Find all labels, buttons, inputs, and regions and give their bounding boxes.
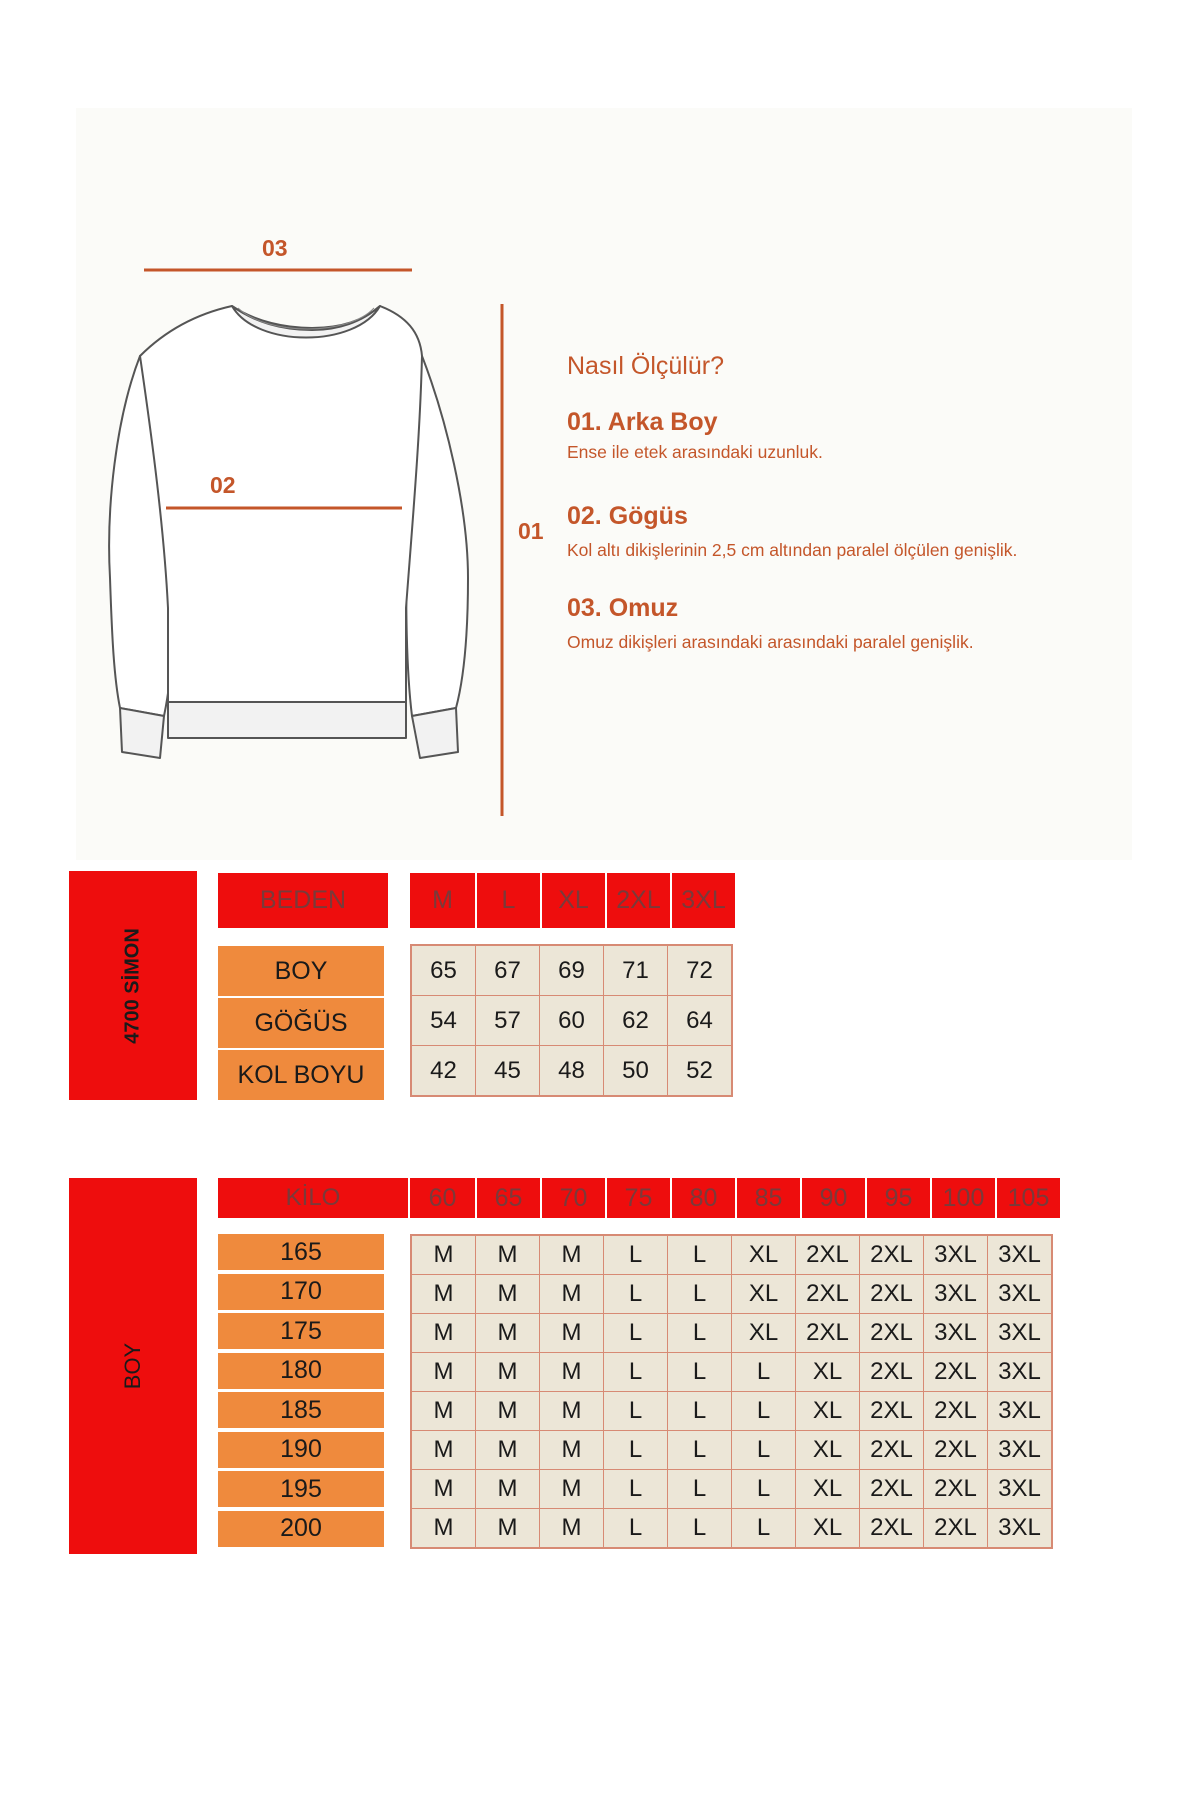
fit-size-cell: 2XL xyxy=(860,1470,924,1509)
fit-height-label: 165 xyxy=(218,1234,384,1270)
size-header-cell: 2XL xyxy=(605,873,670,928)
fit-size-grid xyxy=(410,1234,1053,1549)
size-measurements-grid xyxy=(410,944,733,1097)
fit-size-cell: L xyxy=(668,1431,732,1470)
fit-header-row xyxy=(410,1178,1060,1218)
fit-size-cell: XL xyxy=(732,1275,796,1314)
fit-size-cell: L xyxy=(604,1431,668,1470)
fit-size-cell: M xyxy=(540,1235,604,1275)
fit-size-cell: L xyxy=(668,1470,732,1509)
sweatshirt-illustration xyxy=(109,306,468,758)
fit-weight-header: 105 xyxy=(995,1178,1060,1218)
fit-table-row xyxy=(411,1392,1052,1431)
guide-heading-chest: 02. Gögüs xyxy=(567,502,688,530)
fit-size-cell: XL xyxy=(796,1431,860,1470)
fit-size-cell: 3XL xyxy=(924,1235,988,1275)
fit-height-label: 195 xyxy=(218,1471,384,1507)
fit-weight-header: 90 xyxy=(800,1178,865,1218)
size-table-side-label: 4700 SİMON xyxy=(121,927,144,1044)
fit-size-cell: M xyxy=(540,1392,604,1431)
fit-size-cell: 2XL xyxy=(860,1314,924,1353)
fit-size-cell: L xyxy=(732,1392,796,1431)
fit-size-cell: M xyxy=(476,1275,540,1314)
size-value-cell: 67 xyxy=(476,945,540,996)
fit-size-cell: 3XL xyxy=(988,1392,1053,1431)
fit-size-cell: 2XL xyxy=(924,1509,988,1549)
fit-size-cell: M xyxy=(540,1470,604,1509)
size-header-cell: XL xyxy=(540,873,605,928)
fit-size-cell: XL xyxy=(796,1353,860,1392)
fit-height-label: 190 xyxy=(218,1432,384,1468)
fit-size-cell: L xyxy=(732,1431,796,1470)
fit-size-cell: XL xyxy=(796,1392,860,1431)
fit-size-cell: M xyxy=(540,1509,604,1549)
size-value-cell: 65 xyxy=(411,945,476,996)
fit-size-cell: 2XL xyxy=(860,1431,924,1470)
fit-size-cell: 2XL xyxy=(860,1235,924,1275)
fit-table-side-label: BOY xyxy=(120,1342,145,1390)
size-value-cell: 48 xyxy=(540,1046,604,1097)
size-header-cell: L xyxy=(475,873,540,928)
fit-size-cell: M xyxy=(411,1392,476,1431)
size-value-cell: 54 xyxy=(411,996,476,1046)
fit-size-cell: L xyxy=(604,1509,668,1549)
fit-size-cell: 3XL xyxy=(988,1353,1053,1392)
size-header-cell: 3XL xyxy=(670,873,735,928)
fit-size-cell: L xyxy=(668,1509,732,1549)
fit-size-cell: M xyxy=(476,1509,540,1549)
fit-size-cell: M xyxy=(411,1470,476,1509)
fit-table-row xyxy=(411,1235,1052,1275)
fit-height-label: 200 xyxy=(218,1511,384,1547)
size-table-sidebar xyxy=(69,871,197,1100)
fit-size-cell: M xyxy=(411,1509,476,1549)
size-value-cell: 42 xyxy=(411,1046,476,1097)
fit-size-cell: 2XL xyxy=(924,1353,988,1392)
guide-heading-shoulder: 03. Omuz xyxy=(567,594,679,622)
guide-text-back-length: Ense ile etek arasındaki uzunluk. xyxy=(567,442,823,462)
fit-header-label: KİLO xyxy=(218,1178,408,1218)
label-chest: 02 xyxy=(210,472,236,498)
fit-table-row xyxy=(411,1509,1052,1549)
size-value-cell: 64 xyxy=(668,996,733,1046)
fit-size-cell: M xyxy=(540,1275,604,1314)
size-value-cell: 62 xyxy=(604,996,668,1046)
fit-size-cell: L xyxy=(668,1353,732,1392)
fit-size-cell: L xyxy=(604,1470,668,1509)
fit-size-cell: 2XL xyxy=(796,1314,860,1353)
size-header-label: BEDEN xyxy=(218,873,388,928)
size-value-cell: 72 xyxy=(668,945,733,996)
fit-size-cell: XL xyxy=(732,1235,796,1275)
fit-size-cell: 2XL xyxy=(860,1392,924,1431)
fit-size-cell: L xyxy=(732,1509,796,1549)
size-value-cell: 69 xyxy=(540,945,604,996)
fit-size-cell: M xyxy=(411,1353,476,1392)
fit-size-cell: M xyxy=(540,1353,604,1392)
fit-size-cell: 2XL xyxy=(860,1275,924,1314)
size-table-row xyxy=(411,1046,732,1097)
fit-size-cell: L xyxy=(604,1235,668,1275)
fit-size-cell: 2XL xyxy=(860,1509,924,1549)
fit-size-cell: 3XL xyxy=(988,1275,1053,1314)
fit-height-label: 175 xyxy=(218,1313,384,1349)
fit-size-cell: XL xyxy=(732,1314,796,1353)
fit-height-label: 170 xyxy=(218,1274,384,1310)
size-header-row xyxy=(410,873,735,928)
guide-text-chest: Kol altı dikişlerinin 2,5 cm altından paralel ölçülen genişlik. xyxy=(567,540,1018,560)
fit-size-cell: 3XL xyxy=(924,1275,988,1314)
size-table-row xyxy=(411,945,732,996)
fit-size-cell: M xyxy=(476,1431,540,1470)
size-row-label: KOL BOYU xyxy=(218,1050,384,1100)
size-value-cell: 50 xyxy=(604,1046,668,1097)
fit-size-cell: 3XL xyxy=(988,1509,1053,1549)
fit-size-cell: L xyxy=(732,1353,796,1392)
fit-size-cell: 3XL xyxy=(988,1314,1053,1353)
fit-height-label: 180 xyxy=(218,1353,384,1389)
fit-size-cell: 2XL xyxy=(796,1235,860,1275)
fit-size-cell: L xyxy=(668,1235,732,1275)
fit-size-cell: M xyxy=(411,1314,476,1353)
fit-size-cell: L xyxy=(732,1470,796,1509)
guide-title: Nasıl Ölçülür? xyxy=(567,352,724,380)
label-length: 01 xyxy=(518,518,544,544)
fit-table-row xyxy=(411,1314,1052,1353)
fit-size-cell: M xyxy=(476,1353,540,1392)
fit-size-cell: M xyxy=(411,1275,476,1314)
fit-size-cell: 2XL xyxy=(924,1431,988,1470)
fit-weight-header: 95 xyxy=(865,1178,930,1218)
guide-text-shoulder: Omuz dikişleri arasındaki arasındaki paralel genişlik. xyxy=(567,632,974,652)
fit-size-cell: 3XL xyxy=(924,1314,988,1353)
fit-table-row xyxy=(411,1353,1052,1392)
fit-height-label: 185 xyxy=(218,1392,384,1428)
fit-size-cell: M xyxy=(476,1235,540,1275)
fit-weight-header: 60 xyxy=(428,1183,457,1212)
fit-size-cell: L xyxy=(604,1314,668,1353)
fit-weight-header: 100 xyxy=(930,1178,995,1218)
size-value-cell: 45 xyxy=(476,1046,540,1097)
guide-heading-back-length: 01. Arka Boy xyxy=(567,408,718,436)
fit-size-cell: L xyxy=(668,1275,732,1314)
fit-table-sidebar xyxy=(69,1178,197,1554)
fit-size-cell: M xyxy=(411,1431,476,1470)
fit-table-row xyxy=(411,1431,1052,1470)
fit-size-cell: 2XL xyxy=(924,1392,988,1431)
fit-size-cell: 3XL xyxy=(988,1431,1053,1470)
fit-table-row xyxy=(411,1470,1052,1509)
fit-size-cell: M xyxy=(476,1470,540,1509)
fit-size-cell: L xyxy=(604,1392,668,1431)
size-header-cell: M xyxy=(432,886,453,914)
fit-weight-header: 70 xyxy=(540,1178,605,1218)
fit-size-cell: XL xyxy=(796,1509,860,1549)
fit-size-cell: M xyxy=(476,1314,540,1353)
fit-size-cell: 3XL xyxy=(988,1235,1053,1275)
fit-size-cell: L xyxy=(604,1275,668,1314)
fit-size-cell: 2XL xyxy=(924,1470,988,1509)
fit-size-cell: 2XL xyxy=(796,1275,860,1314)
fit-size-cell: M xyxy=(476,1392,540,1431)
size-value-cell: 60 xyxy=(540,996,604,1046)
fit-table-row xyxy=(411,1275,1052,1314)
fit-size-cell: M xyxy=(411,1235,476,1275)
fit-size-cell: 3XL xyxy=(988,1470,1053,1509)
size-value-cell: 71 xyxy=(604,945,668,996)
fit-size-cell: M xyxy=(540,1431,604,1470)
fit-weight-header: 75 xyxy=(605,1178,670,1218)
fit-size-cell: 2XL xyxy=(860,1353,924,1392)
fit-weight-header: 85 xyxy=(735,1178,800,1218)
fit-size-cell: L xyxy=(668,1392,732,1431)
size-value-cell: 57 xyxy=(476,996,540,1046)
fit-weight-header: 65 xyxy=(475,1178,540,1218)
fit-size-cell: M xyxy=(540,1314,604,1353)
size-value-cell: 52 xyxy=(668,1046,733,1097)
fit-weight-header: 80 xyxy=(670,1178,735,1218)
label-shoulder: 03 xyxy=(262,235,288,261)
size-row-label: BOY xyxy=(218,946,384,996)
fit-size-cell: L xyxy=(668,1314,732,1353)
fit-size-cell: XL xyxy=(796,1470,860,1509)
size-table-row xyxy=(411,996,732,1046)
fit-size-cell: L xyxy=(604,1353,668,1392)
size-row-label: GÖĞÜS xyxy=(218,998,384,1048)
